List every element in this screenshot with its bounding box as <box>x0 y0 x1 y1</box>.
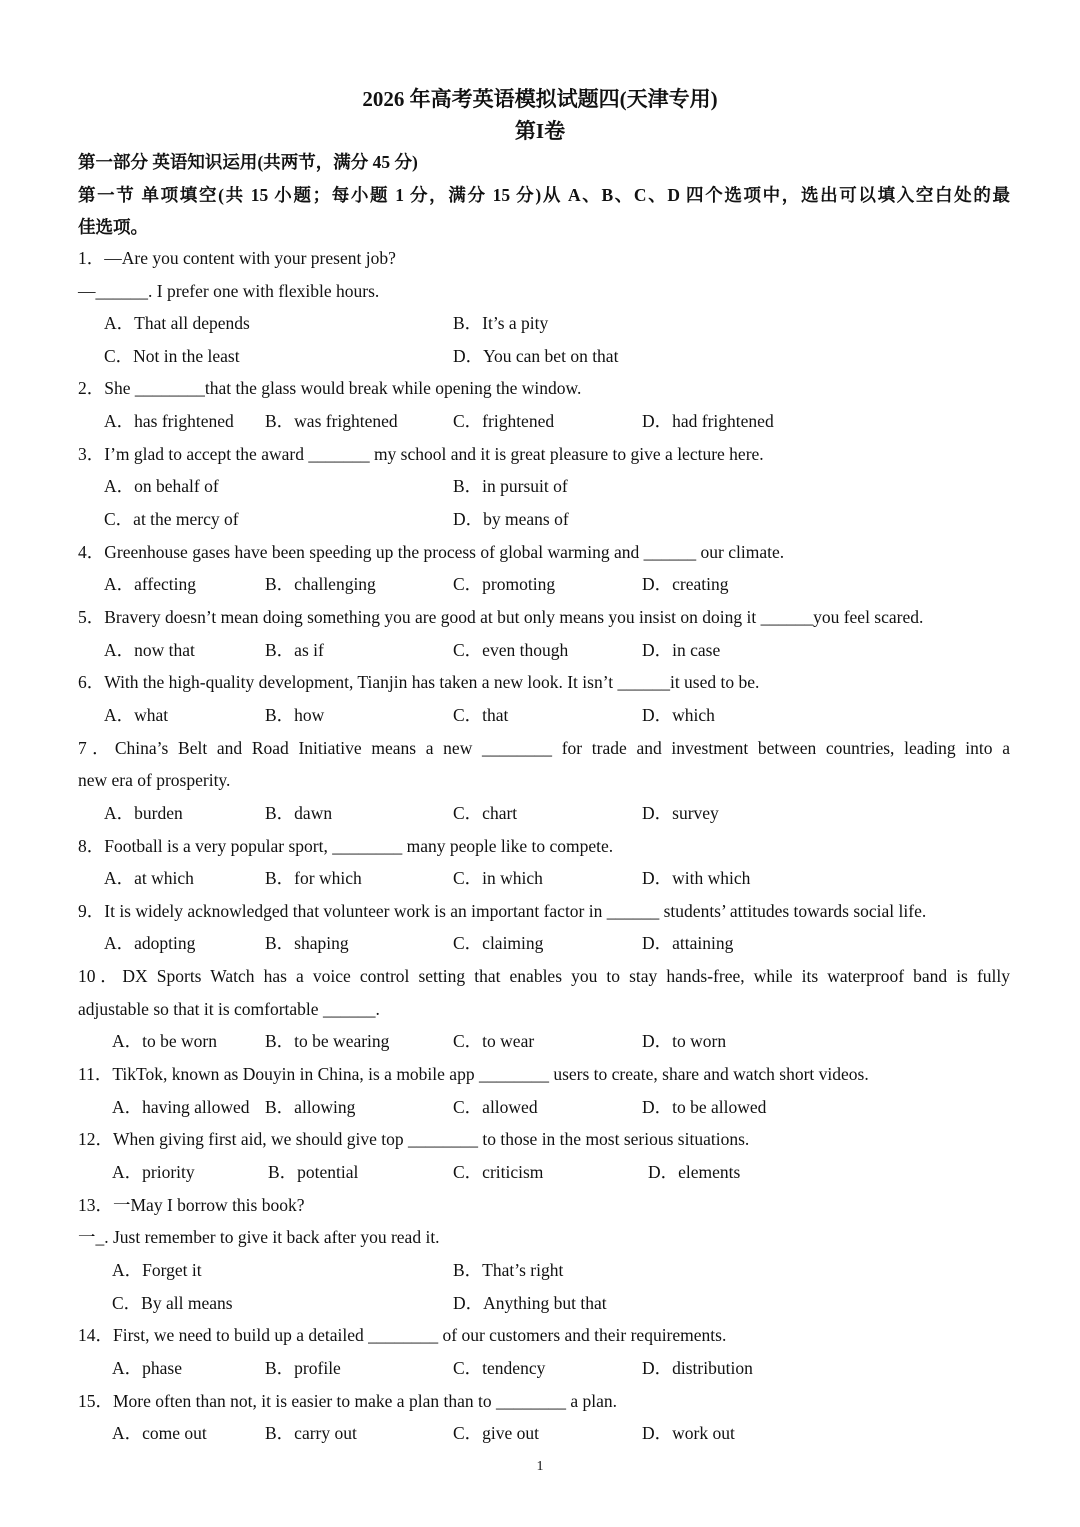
option-a: A．Forget it <box>112 1260 202 1280</box>
option-d: D．to be allowed <box>642 1097 767 1117</box>
option-c: C．that <box>453 705 509 725</box>
option-c: C．promoting <box>453 574 556 594</box>
option-d: D．by means of <box>453 509 569 529</box>
option-a: A．adopting <box>104 933 196 953</box>
option-b: B．to be wearing <box>265 1031 390 1051</box>
option-b: B．shaping <box>265 933 349 953</box>
question-15: 15．More often than not, it is easier to make a plan than to ________ a plan. <box>78 1391 617 1411</box>
option-d: D．in case <box>642 640 721 660</box>
question-7: 7．China’s Belt and Road Initiative means a new ________ for trade and investment between countries, leading into a <box>78 738 1010 758</box>
page-number: 1 <box>536 1459 544 1474</box>
option-a: A．That all depends <box>104 313 250 333</box>
question-13: 13．一May I borrow this book? <box>78 1195 305 1215</box>
option-d: D．distribution <box>642 1358 753 1378</box>
option-c: C．even though <box>453 640 569 660</box>
volume-title: 第I卷 <box>514 119 566 143</box>
option-c: C．at the mercy of <box>104 509 239 529</box>
option-d: D．creating <box>642 574 729 594</box>
section-heading: 第一节 单项填空(共 15 小题；每小题 1 分，满分 15 分)从 A、B、C、D 四个选项中，选出可以填入空白处的最 <box>78 185 1010 205</box>
option-a: A．affecting <box>104 574 197 594</box>
option-a: A．has frightened <box>104 411 234 431</box>
option-b: B．for which <box>265 868 362 888</box>
option-a: A．priority <box>112 1162 195 1182</box>
option-b: B．as if <box>265 640 324 660</box>
option-d: D．had frightened <box>642 411 774 431</box>
option-b: B．That’s right <box>453 1260 564 1280</box>
option-c: C．Not in the least <box>104 346 240 366</box>
option-d: D．work out <box>642 1423 735 1443</box>
question-8: 8．Football is a very popular sport, ________ many people like to compete. <box>78 836 614 856</box>
question-4: 4．Greenhouse gases have been speeding up the process of global warming and ______ our climate. <box>78 542 785 562</box>
option-b: B．profile <box>265 1358 341 1378</box>
question-10-cont: adjustable so that it is comfortable ______. <box>78 999 380 1019</box>
option-d: D．Anything but that <box>453 1293 607 1313</box>
option-c: C．to wear <box>453 1031 535 1051</box>
option-b: B．potential <box>268 1162 359 1182</box>
option-d: D．to worn <box>642 1031 727 1051</box>
option-d: D．which <box>642 705 715 725</box>
exam-title: 2026 年高考英语模拟试题四(天津专用) <box>362 87 718 111</box>
option-a: A．what <box>104 705 169 725</box>
option-d: D．You can bet on that <box>453 346 619 366</box>
question-2: 2．She ________that the glass would break while opening the window. <box>78 378 582 398</box>
option-c: C．give out <box>453 1423 540 1443</box>
part-heading: 第一部分 英语知识运用(共两节，满分 45 分) <box>78 152 418 172</box>
option-a: A．now that <box>104 640 195 660</box>
question-13-reply: 一_. Just remember to give it back after you read it. <box>78 1227 440 1247</box>
option-c: C．frightened <box>453 411 555 431</box>
option-a: A．phase <box>112 1358 182 1378</box>
option-d: D．attaining <box>642 933 734 953</box>
option-b: B．dawn <box>265 803 333 823</box>
question-10: 10．DX Sports Watch has a voice control setting that enables you to stay hands-free, while its waterproof band is fully <box>78 966 1010 986</box>
option-c: C．claiming <box>453 933 544 953</box>
option-c: C．By all means <box>112 1293 233 1313</box>
option-c: C．chart <box>453 803 518 823</box>
option-b: B．It’s a pity <box>453 313 549 333</box>
option-d: D．elements <box>648 1162 741 1182</box>
option-a: A．having allowed <box>112 1097 250 1117</box>
option-a: A．come out <box>112 1423 207 1443</box>
option-b: B．was frightened <box>265 411 398 431</box>
option-b: B．in pursuit of <box>453 476 568 496</box>
question-1-reply: —______. I prefer one with flexible hours. <box>78 281 380 301</box>
option-a: A．on behalf of <box>104 476 219 496</box>
question-14: 14．First, we need to build up a detailed ________ of our customers and their requirements. <box>78 1325 727 1345</box>
option-c: C．allowed <box>453 1097 538 1117</box>
question-3: 3．I’m glad to accept the award _______ my school and it is great pleasure to give a lecture here. <box>78 444 764 464</box>
option-c: C．in which <box>453 868 543 888</box>
question-7-cont: new era of prosperity. <box>78 770 231 790</box>
question-9: 9．It is widely acknowledged that volunteer work is an important factor in ______ students’ attitudes towards social life. <box>78 901 927 921</box>
option-a: A．at which <box>104 868 194 888</box>
question-1: 1．—Are you content with your present job? <box>78 248 396 268</box>
question-5: 5．Bravery doesn’t mean doing something you are good at but only means you insist on doing it ______you feel scared. <box>78 607 924 627</box>
option-c: C．tendency <box>453 1358 546 1378</box>
option-c: C．criticism <box>453 1162 544 1182</box>
option-b: B．how <box>265 705 325 725</box>
option-d: D．survey <box>642 803 719 823</box>
option-b: B．challenging <box>265 574 376 594</box>
option-a: A．burden <box>104 803 183 823</box>
question-6: 6．With the high-quality development, Tianjin has taken a new look. It isn’t ______it used to be. <box>78 672 760 692</box>
option-d: D．with which <box>642 868 751 888</box>
question-11: 11．TikTok, known as Douyin in China, is a mobile app ________ users to create, share and watch short videos. <box>78 1064 869 1084</box>
option-b: B．carry out <box>265 1423 357 1443</box>
question-12: 12．When giving first aid, we should give top ________ to those in the most serious situations. <box>78 1129 750 1149</box>
option-a: A．to be worn <box>112 1031 217 1051</box>
option-b: B．allowing <box>265 1097 356 1117</box>
section-heading-cont: 佳选项。 <box>78 217 148 237</box>
